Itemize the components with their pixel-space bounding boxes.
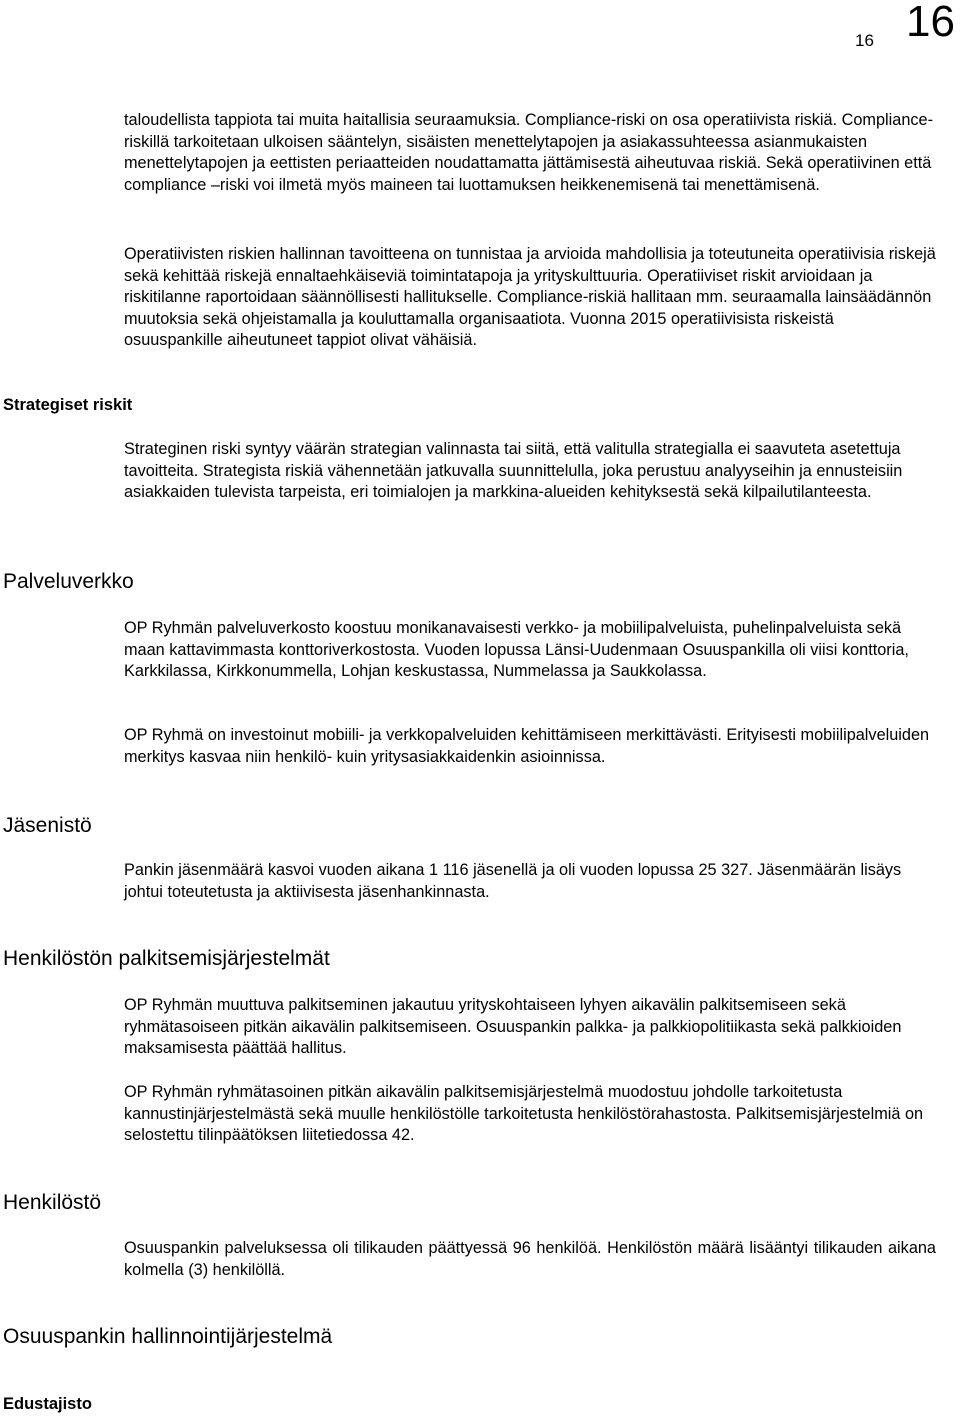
heading-reward-systems: Henkilöstön palkitsemisjärjestelmät (3, 947, 330, 970)
heading-strategic-risks: Strategiset riskit (3, 396, 133, 414)
paragraph-membership: Pankin jäsenmäärä kasvoi vuoden aikana 1 116 jäsenellä ja oli vuoden lopussa 25 327. Jäsenmäärän lisäys johtui toteutetusta ja aktiivisesta jäsenhankinnasta. (124, 861, 902, 901)
paragraph-operational-risk-management: Operatiivisten riskien hallinnan tavoitteena on tunnistaa ja arvioida mahdollisia ja toteutuneita operatiivisia riskejä sekä kehittää riskejä ennaltaehkäiseviä toimintatapoja ja yrityskulttuuria. Operatiiviset riskit arvioidaan ja riskitilanne raportoidaan säännöllisesti hallitukselle. Compliance-riskiä hallitaan mm. seuraamalla lainsäädännön muutoksia sekä ohjeistamalla ja kouluttamalla organisaatiota. Vuonna 2015 operatiivisista riskeistä osuuspankille aiheutuneet tappiot olivat vähäisiä. (124, 245, 936, 349)
paragraph-service-network-branches: OP Ryhmän palveluverkosto koostuu monikanavaisesti verkko- ja mobiilipalveluista, puhelinpalveluista sekä maan kattavimmasta konttoriverkostosta. Vuoden lopussa Länsi-Uudenmaan Osuuspankilla oli viisi konttoria, Karkkilassa, Kirkkonummella, Lohjan keskustassa, Nummelassa ja Saukkolassa. (124, 619, 909, 680)
paragraph-reward-long-term: OP Ryhmän ryhmätasoinen pitkän aikavälin palkitsemisjärjestelmä muodostuu johdolle tarkoitetusta kannustinjärjestelmästä sekä muulle henkilöstölle tarkoitetusta henkilöstörahastosta. Palkitsemisjärjestelmiä on selostettu tilinpäätöksen liitetiedossa 42. (124, 1083, 924, 1144)
heading-staff: Henkilöstö (3, 1191, 102, 1214)
heading-membership: Jäsenistö (3, 814, 92, 837)
heading-service-network: Palveluverkko (3, 570, 134, 593)
heading-representatives: Edustajisto (3, 1395, 92, 1413)
page-number-small: 16 (855, 31, 874, 50)
page-number-large: 16 (906, 0, 955, 46)
paragraph-staff: Osuuspankin palveluksessa oli tilikauden päättyessä 96 henkilöä. Henkilöstön määrä lisääntyi tilikauden aikana kolmella (3) henkilöllä. (124, 1239, 936, 1279)
paragraph-service-network-digital: OP Ryhmä on investoinut mobiili- ja verkkopalveluiden kehittämiseen merkittävästi. Erityisesti mobiilipalveluiden merkitys kasvaa niin henkilö- kuin yritysasiakkaidenkin asioinnissa. (124, 726, 930, 766)
paragraph-strategic-risk: Strateginen riski syntyy väärän strategian valinnasta tai siitä, että valitulla strategialla ei saavuteta asetettuja tavoitteita. Strategista riskiä vähennetään jatkuvalla suunnittelulla, joka perustuu analyyseihin ja ennusteisiin asiakkaiden tulevista tarpeista, eri toimialojen ja markkina-alueiden kehityksestä sekä kilpailutilanteesta. (124, 440, 903, 501)
heading-governance: Osuuspankin hallinnointijärjestelmä (3, 1325, 333, 1348)
paragraph-reward-variable-pay: OP Ryhmän muuttuva palkitseminen jakautuu yrityskohtaiseen lyhyen aikavälin palkitsemiseen sekä ryhmätasoiseen pitkän aikavälin palkitsemiseen. Osuuspankin palkka- ja palkkiopolitiikasta sekä palkkioiden maksamisesta päättää hallitus. (124, 996, 902, 1057)
paragraph-compliance-risk: taloudellista tappiota tai muita haitallisia seuraamuksia. Compliance-riski on osa operatiivista riskiä. Compliance-riskillä tarkoitetaan ulkoisen sääntelyn, sisäisten menettelytapojen ja asiakassuhteessa asianmukaisten menettelytapojen ja eettisten periaatteiden noudattamatta jättämisestä aiheutuvaa riskiä. Sekä operatiivinen että compliance –riski voi ilmetä myös maineen tai luottamuksen heikkenemisenä tai menettämisenä. (124, 111, 934, 194)
